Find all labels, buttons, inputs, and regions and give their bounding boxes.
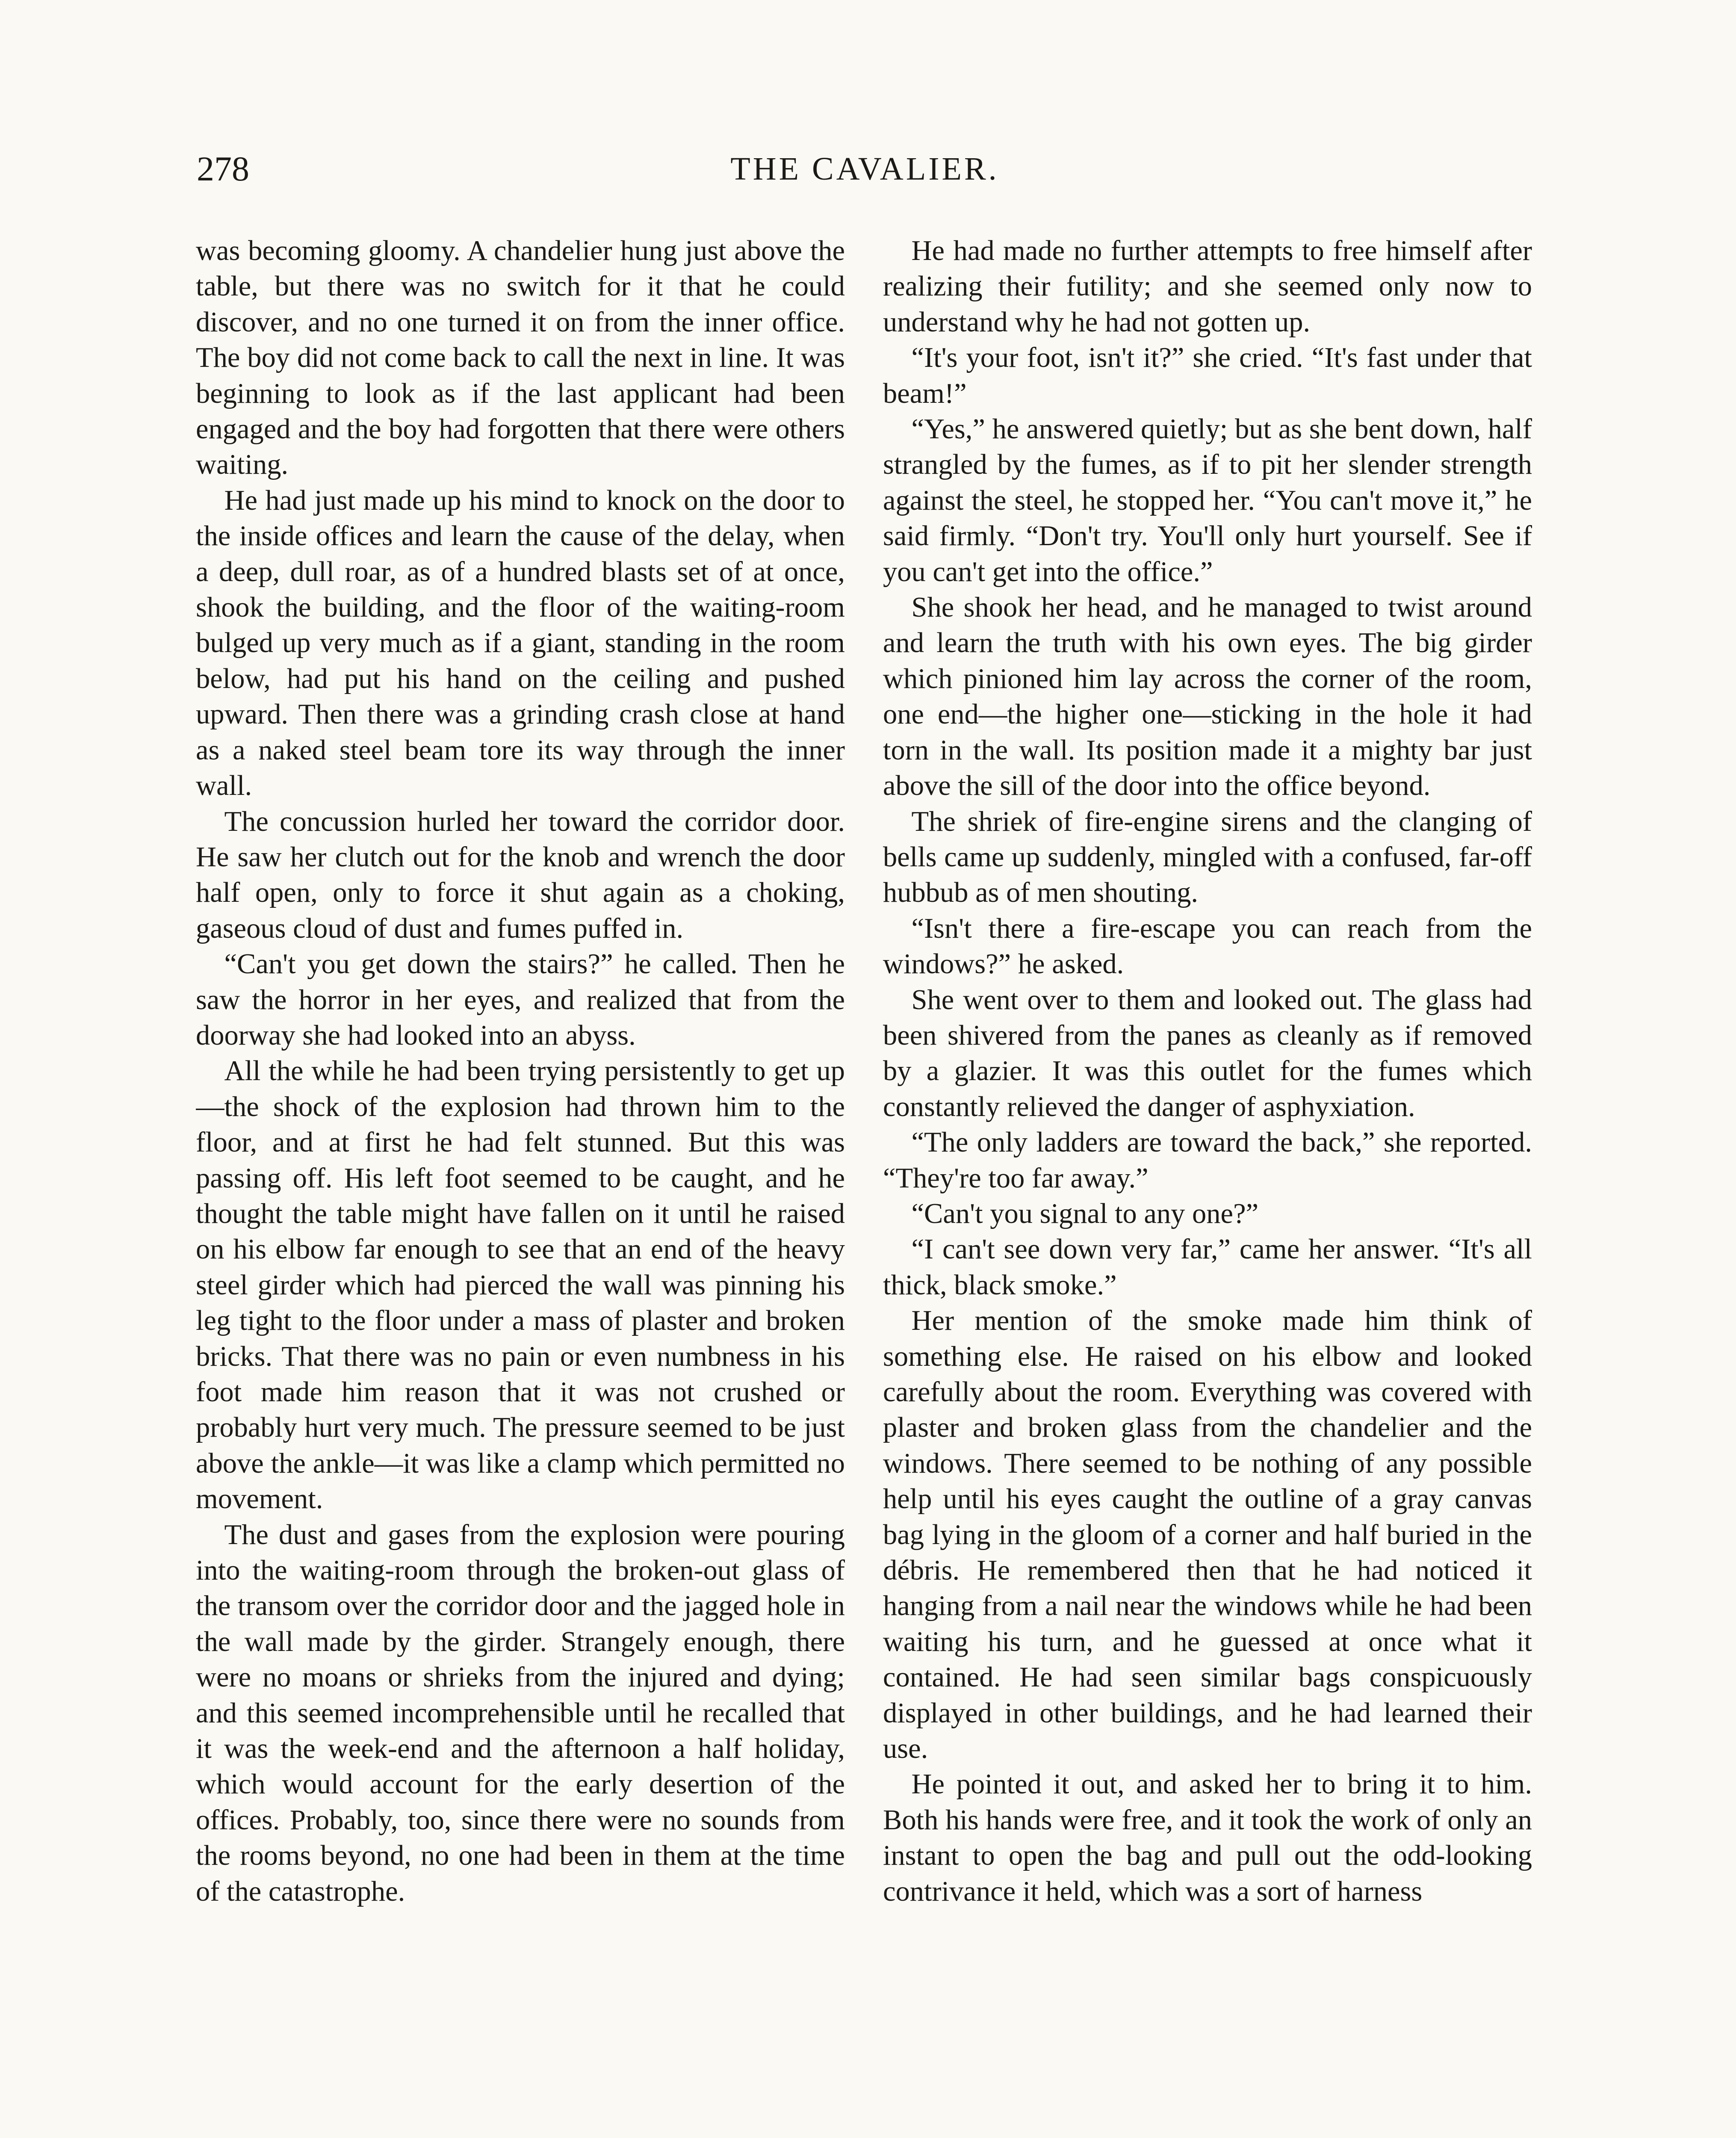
- paragraph: “I can't see down very far,” came her answer. “It's all thick, black smoke.”: [883, 1234, 1532, 1301]
- paragraph: “Isn't there a fire-escape you can reach from the windows?” he asked.: [883, 912, 1532, 980]
- paragraph: He had just made up his mind to knock on the door to the inside offices and learn the cause of the delay, when a deep, dull roar, as of a hundred blasts set of at once, shook the building, and the floor of the waiting-room bulged up very much as if a giant, standing in the room below, had put his hand on the ceiling and pushed upward. Then there was a grinding crash close at hand as a naked steel beam tore its way through the inner wall.: [196, 484, 845, 802]
- paragraph: She went over to them and looked out. The glass had been shivered from the panes as cleanly as if removed by a glazier. It was this outlet for the fumes which constantly relieved the danger of asphyxiation.: [883, 984, 1532, 1122]
- paragraph: He had made no further attempts to free himself after realizing their futility; and she seemed only now to understand why he had not gotten up.: [883, 235, 1532, 338]
- running-title: THE CAVALIER.: [730, 151, 999, 187]
- paragraph: “The only ladders are toward the back,” she reported. “They're too far away.”: [883, 1127, 1532, 1194]
- paragraph: The shriek of fire-engine sirens and the clanging of bells came up suddenly, mingled with a confused, far-off hubbub as of men shouting.: [883, 806, 1532, 909]
- paragraph: “It's your foot, isn't it?” she cried. “It's fast under that beam!”: [883, 342, 1532, 409]
- paragraph: “Can't you get down the stairs?” he called. Then he saw the horror in her eyes, and realized that from the doorway she had looked into an abyss.: [196, 948, 845, 1051]
- paragraph: She shook her head, and he managed to twist around and learn the truth with his own eyes. The big girder which pinioned him lay across the corner of the room, one end—the higher one—sticking in the hole it had torn in the wall. Its position made it a mighty bar just above the sill of the door into the office beyond.: [883, 592, 1532, 802]
- left-column: [196, 233, 845, 2138]
- paragraph: Her mention of the smoke made him think of something else. He raised on his elbow and looked carefully about the room. Everything was covered with plaster and broken glass from the chandelier and the windows. There seemed to be nothing of any possible help until his eyes caught the outline of a gray canvas bag lying in the gloom of a corner and half buried in the débris. He remembered then that he had noticed it hanging from a nail near the windows while he had been waiting his turn, and he guessed at once what it contained. He had seen similar bags conspicuously displayed in other buildings, and he had learned their use.: [883, 1305, 1532, 1765]
- paragraph: He pointed it out, and asked her to bring it to him. Both his hands were free, and it took the work of only an instant to open the bag and pull out the odd-looking contrivance it held, which was a sort of harness: [883, 1769, 1532, 1907]
- paragraph: All the while he had been trying persistently to get up—the shock of the explosion had thrown him to the floor, and at first he had felt stunned. But this was passing off. His left foot seemed to be caught, and he thought the table might have fallen on it until he raised on his elbow far enough to see that an end of the heavy steel girder which had pierced the wall was pinning his leg tight to the floor under a mass of plaster and broken bricks. That there was no pain or even numbness in his foot made him reason that it was not crushed or probably hurt very much. The pressure seemed to be just above the ankle—it was like a clamp which permitted no movement.: [196, 1055, 845, 1515]
- page-number: 278: [197, 149, 249, 188]
- paragraph: The dust and gases from the explosion were pouring into the waiting-room through the broken-out glass of the transom over the corridor door and the jagged hole in the wall made by the girder. Strangely enough, there were no moans or shrieks from the injured and dying; and this seemed incomprehensible until he recalled that it was the week-end and the afternoon a half holiday, which would account for the early desertion of the offices. Probably, too, since there were no sounds from the rooms beyond, no one had been in them at the time of the catastrophe.: [196, 1519, 845, 1907]
- page-header: [197, 148, 1533, 199]
- paragraph: “Yes,” he answered quietly; but as she bent down, half strangled by the fumes, as if to pit her slender strength against the steel, he stopped her. “You can't move it,” he said firmly. “Don't try. You'll only hurt yourself. See if you can't get into the office.”: [883, 413, 1532, 588]
- paragraph: was becoming gloomy. A chandelier hung just above the table, but there was no switch for it that he could discover, and no one turned it on from the inner office. The boy did not come back to call the next in line. It was beginning to look as if the last applicant had been engaged and the boy had forgotten that there were others waiting.: [196, 235, 845, 481]
- paragraph: The concussion hurled her toward the corridor door. He saw her clutch out for the knob and wrench the door half open, only to force it shut again as a choking, gaseous cloud of dust and fumes puffed in.: [196, 806, 845, 944]
- right-column: [883, 233, 1532, 2138]
- paragraph: “Can't you signal to any one?”: [911, 1198, 1259, 1229]
